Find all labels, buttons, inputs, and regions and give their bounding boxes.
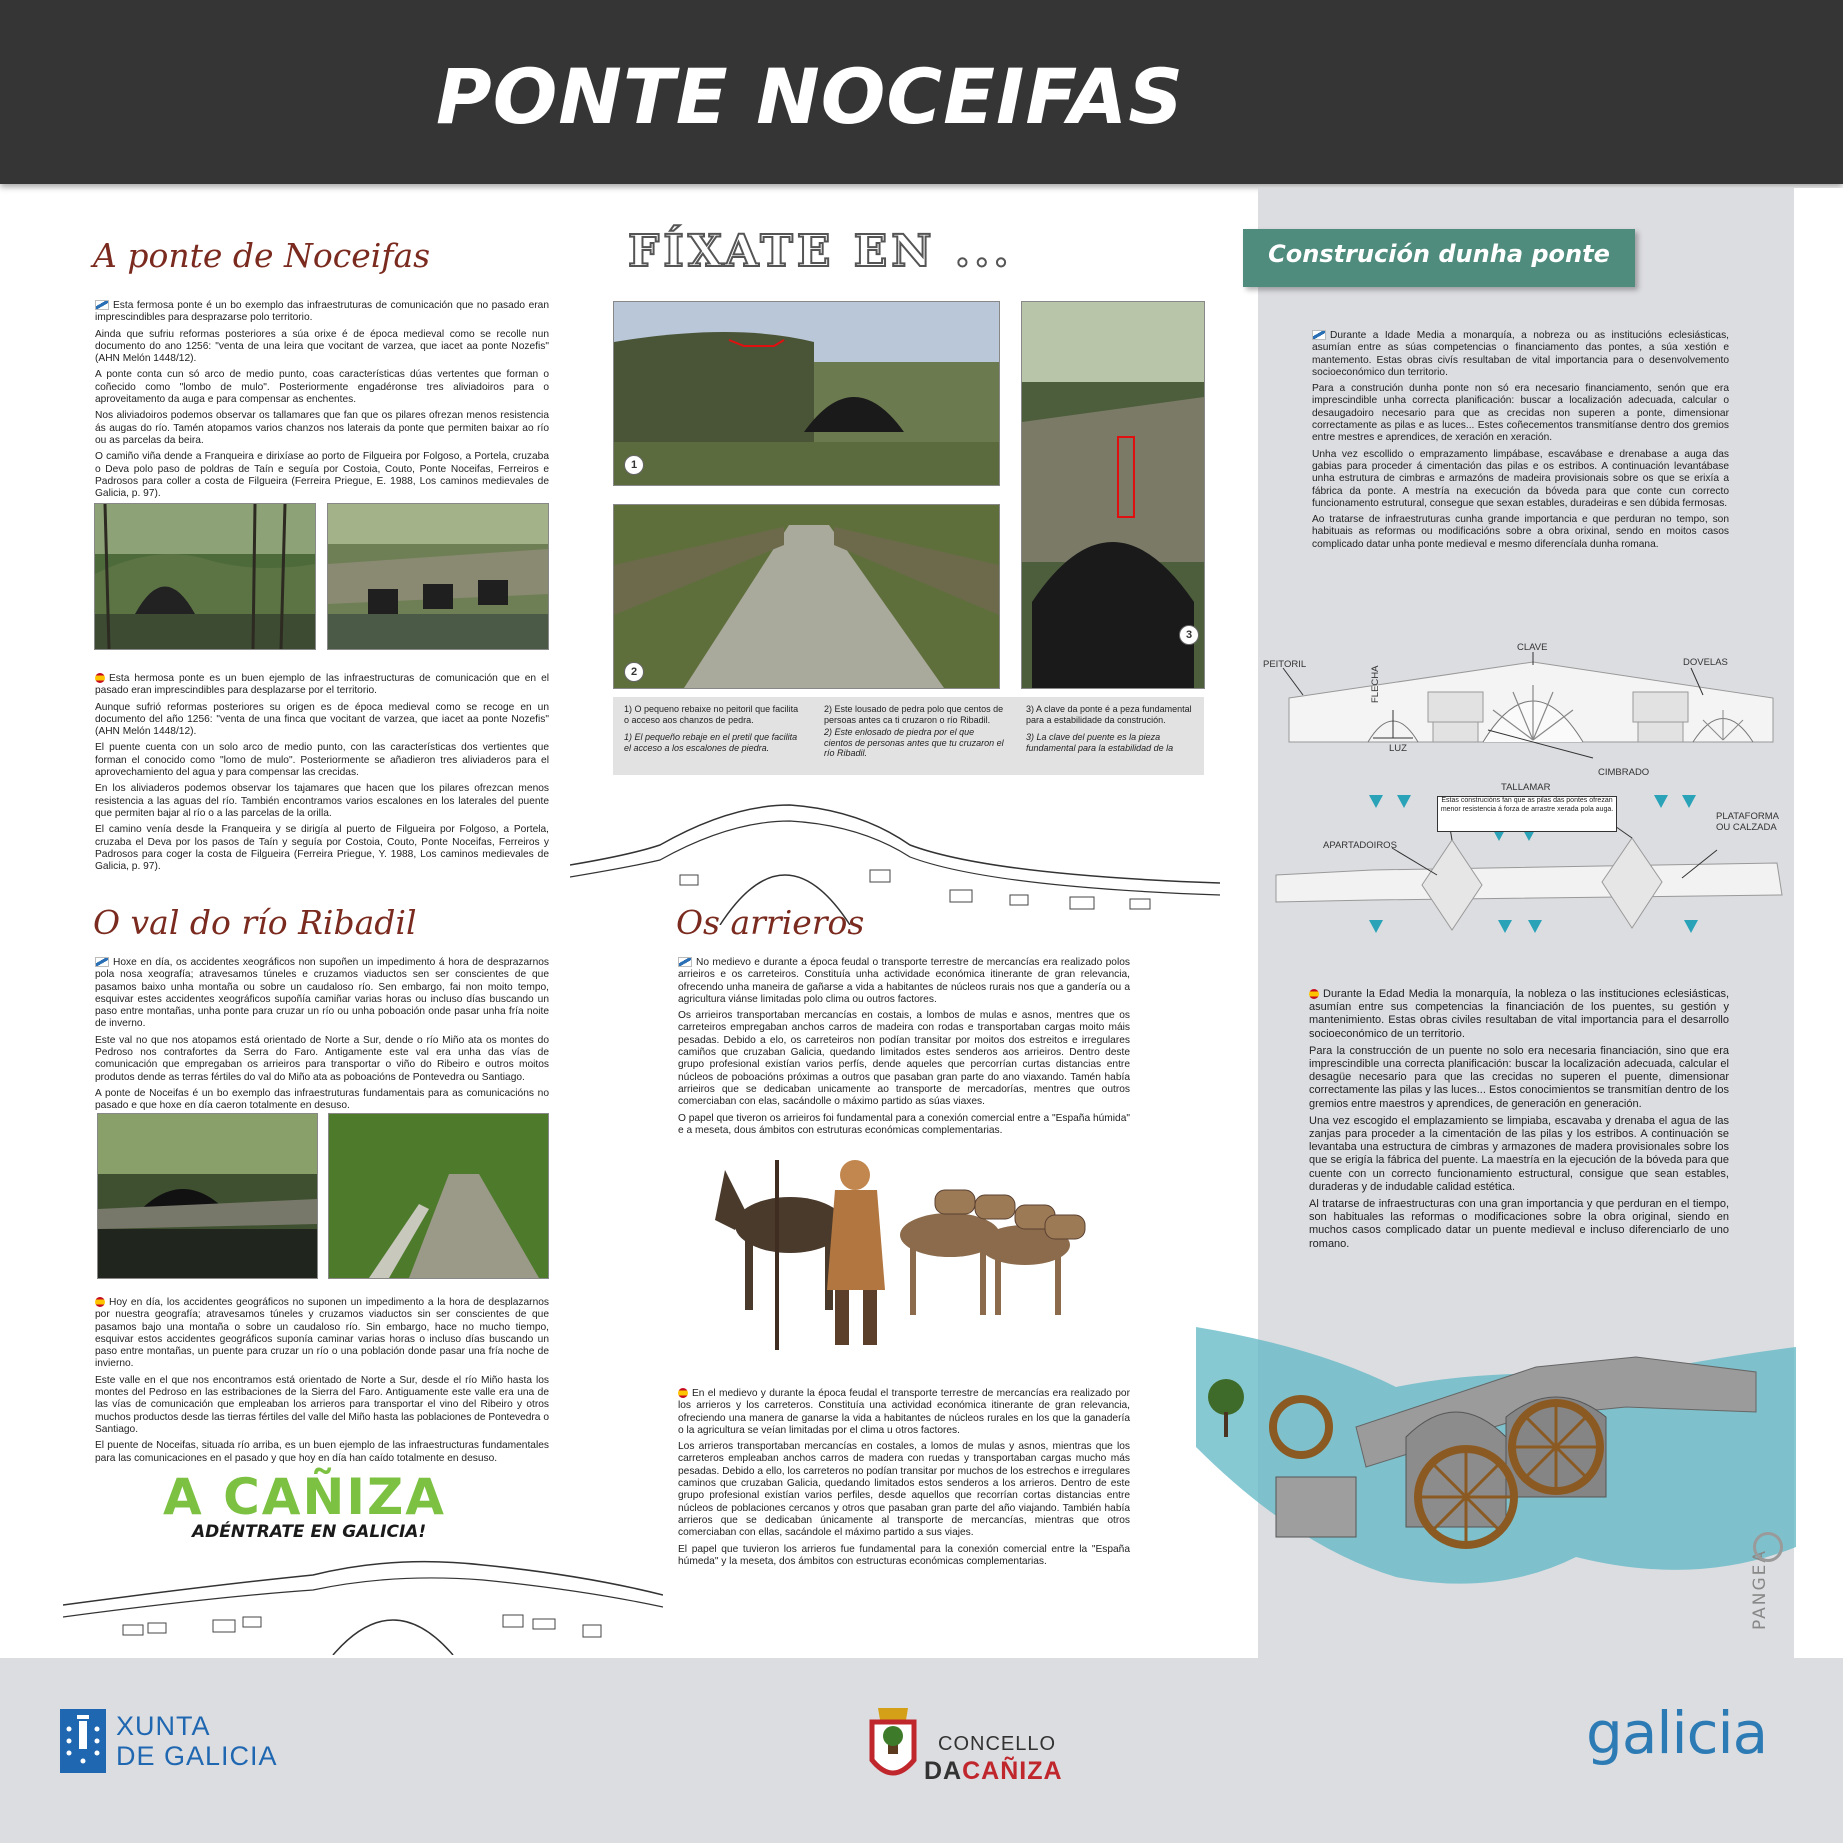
section-title-fixate: FÍXATE EN ... — [628, 226, 1013, 277]
acaniza-logo: A CAÑIZA — [163, 1468, 446, 1526]
bridge-construction-illustration — [1196, 1327, 1796, 1627]
label-cimbrado: CIMBRADO — [1598, 767, 1650, 778]
photo-stone-path — [328, 1113, 549, 1279]
photo-number-badge: 3 — [1179, 625, 1199, 645]
acaniza-tagline: ADÉNTRATE EN GALICIA! — [192, 1522, 427, 1542]
caption-1: 1) O pequeno rebaixe no peitoril que facilita o acceso aos chanzos de pedra. 1) El pequeño rebaje en el pretil que facilita el acceso a los escalones de piedra. — [624, 704, 799, 753]
galician-flag-icon — [678, 957, 692, 967]
photo-number-badge: 1 — [624, 455, 644, 475]
section-title-val: O val do río Ribadil — [93, 903, 417, 942]
xunta-logo-text: XUNTA DE GALICIA — [116, 1711, 278, 1771]
arrieros-text-es: En el medievo y durante la época feudal el transporte terrestre de mercancías era realizado por los arrieros y los carreteros. Constituía una actividad económica itinerante de gran relevancia, ofreciendo una manera de ganarse la vida a habitantes de núcleos rurales en los que la ganadería o la agricultura se veían limitadas por el clima u otros factores. Los arrieros transportaban mercancías en costales, a lomos de mulas y asnos, mientras que los carreteros empleaban anchos carros de madera con ruedas y transportaban cargas mucho más pesadas. Debido a ello, los carreteros no podían transitar por muchos de los estrechos e irregulares caminos que cruzaban Galicia, quedando limitados estos senderos a los arrieros. Dentro de este grupo profesional existían varios perfiles, desde aquellos que recorrían cortas distancias entre núcleos de poblaciones cercanos y otros que pasaban gran parte del año viajando. También había arrieros que se dedicaban únicamente al transporte de mercancías, mientras que otros comerciaban con ellas, sacándole el máximo partido a sus viajes. El papel que tuvieron los arrieros fue fundamental para la conexión comercial entre la "España húmeda" y la meseta, dos ámbitos con estructuras económicas complementarias. — [678, 1388, 1130, 1567]
pangea-globe-icon — [1753, 1532, 1783, 1562]
galician-flag-icon — [95, 300, 109, 310]
label-dovelas: DOVELAS — [1683, 657, 1728, 668]
concello-name: DACAÑIZA — [924, 1757, 1063, 1785]
photo-stone-pavement — [613, 504, 1000, 689]
label-tallamar: TALLAMAR — [1501, 782, 1551, 793]
spanish-flag-icon — [678, 1388, 688, 1398]
caption-2: 2) Este lousado de pedra polo que centos de persoas antes ca ti cruzaron o río Ribadil. 2) Este enlosado de piedra por el que cientos de personas antes que tu cruzaron el río Ribadil. — [824, 704, 1004, 758]
val-text-es: Hoy en día, los accidentes geográficos no suponen un impedimento a la hora de desplazarnos por nuestra geografía; atravesamos túneles y cruzamos viaductos sin ser conscientes de que pasamos bajo una montaña o sobre un caudaloso río. Sin embargo, hace no mucho tiempo, esquivar estos accidentes geográficos suponía caminar varias horas o incluso días buscando un paso entre montañas, un puente para cruzar un río o una población donde pasar una fría noche de invierno. Este valle en el que nos encontramos está orientado de Norte a Sur, desde el río Miño hasta los montes del Pedroso en las estribaciones de la Sierra del Faro. Antiguamente este valle era una de las vías de comunicación que empleaban los arrieros para transportar el vino del Ribeiro y otros muchos productos desde las tierras fértiles del valle del Miño hasta las poblaciones de Pontevedra o Santiago. El puente de Noceifas, situada río arriba, es un buen ejemplo de las infraestructuras fundamentales para las comunicaciones en el pasado y que hoy en día han caído totalmente en desuso. — [95, 1297, 549, 1464]
photo-parapet-steps — [613, 301, 1000, 486]
tallamar-note: Estas construcións fan que as pilas das pontes ofrezan menor resistencia á forza de arrastre xerada pola auga. — [1437, 796, 1617, 832]
label-peitoril: PEITORIL — [1263, 659, 1307, 670]
xunta-crest-icon — [60, 1709, 106, 1773]
label-flecha: FLECHA — [1370, 665, 1381, 703]
bridge-sketch-icon — [570, 795, 1220, 925]
pangea-logo: PANGEA — [1750, 1548, 1770, 1630]
galician-flag-icon — [95, 957, 109, 967]
photo-bridge-river — [97, 1113, 318, 1279]
photo-bridge-spillways — [327, 503, 549, 650]
ponte-text-es: Esta hermosa ponte es un buen ejemplo de las infraestructuras de comunicación que en el pasado eran imprescindibles para desplazarse por el territorio. Aunque sufrió reformas posteriores su origen es de época medieval como se recoge en un documento del año 1256: "venta de una finca que vocitant de varzea, que iacet aa ponte Nozefis" (AHN Melón 1448/12). El puente cuenta con un solo arco de medio punto, con las características dos vertientes que forman el conocido como "lomo de mulo". Posteriormente se añadieron tres aliviaderos para el aprovechamiento del agua y para compensar las crecidas. En los aliviaderos podemos observar los tajamares que hacen que los pilares ofrezcan menos resistencia a las aguas del río. También encontramos varios escalones en los laterales del puente que permiten bajar al río o a las parcelas de la orilla. El camino venía desde la Franqueira y se dirigía al puerto de Filgueira por Folgoso, a Portela, cruzaba el Deva por los pasos de Taín y seguía por Costoia, Couto, Ponte Noceifas, Ferreiros y Padrosos para coger la costa de Filgueira (Ferreira Priegue, Y. 1988, Los caminos medievales de Galicia, p. 97). — [95, 673, 549, 873]
spanish-flag-icon — [95, 1297, 105, 1307]
photo-bridge-forest — [94, 503, 316, 650]
galicia-logo: galicia — [1586, 1699, 1768, 1767]
photo-keystone — [1021, 301, 1205, 689]
arrieros-text-gl: No medievo e durante a época feudal o transporte terrestre de mercancías era realizado polos arrieiros e os carreteiros. Constituía unha actividade económica itinerante de gran relevancia, ofrecendo unha maneira de gañarse a vida a habitantes de núcleos rurais nos que a gandería ou a agricultura viánse limitadas polo clima ou outros factores. Os arrieiros transportaban mercancías en costais, a lombos de mulas e asnos, mentres que os carreteiros empregaban anchos carros de madeira con rodas e transportaban cargas moito máis pesadas. Debido a elo, os carreteiros non podían transitar por moitos dos estreitos e irregulares camiños que cruzaban Galicia, quedando limitados estes senderos aos arrieiros. Dentro deste grupo profesional existían varios perfís, dende aqueles que percorrían curtas distancias entre núcleos de poboacións próximas a outros que pasaban gran parte do ano viaxando. Tamén había arrieiros que se dedicaban unicamente ao transporte de mercadorías, mentres que outros comerciaban con elas, sacándolle o máximo partido as súas viaxes. O papel que tiveron os arrieiros foi fundamental para a conexión comercial entre a "España húmida" e a meseta, dous ámbitos con estruturas económicas complementarias. — [678, 957, 1130, 1136]
label-plataforma: PLATAFORMA OU CALZADA — [1716, 811, 1779, 833]
caption-3: 3) A clave da ponte é a peza fundamental para a estabilidade da construción. 3) La clave del puente es la pieza fundamental para la estabilidad de la — [1026, 704, 1192, 753]
construcion-text-gl: Durante a Idade Media a monarquía, a nobreza ou as institucións eclesiásticas, asumían entre as súas competencias o financiamento das pontes, a súa xestión e mantemento. Estas obras civís resultaban de vital importancia para o desenvolvemento socioeconómico dun territorio. Para a construción dunha ponte non só era necesario financiamento, senón que era imprescindible unha correcta planificación: buscar a localización adecuada, calcular o desaugadoiro necesario para que as crecidas non superen a ponte, dimensionar correctamente as pilas e as luces... Estes coñecementos transmitíanse dentro dos gremios entre mestres e aprendices, de xeración en xeración. Unha vez escollido o emprazamento limpábase, escavábase e drenabase a auga das gabias para proceder á cimentación das pilas e os estribos. A continuación levantábase unha estrutura de cimbras e armazóns de madeira provisionais sobre os que se erixía a fábrica da ponte. A mestría na execución da bóveda para que conte cun correcto funcionamento estrutural, consegue que sexan estables, duradeiras e sen dúbida fermosas. Ao tratarse de infraestruturas cunha grande importancia e que perduran no tempo, son habituais as reformas ou modificacións sobre a obra orixinal, sendo en moitos casos complicado datar unha ponte medieval e mesmo diferencíala dunha romana. — [1312, 330, 1729, 550]
section-title-ponte: A ponte de Noceifas — [93, 236, 431, 275]
concello-label: CONCELLO — [938, 1733, 1057, 1755]
bridge-sketch-icon — [63, 1545, 663, 1655]
label-clave: CLAVE — [1517, 642, 1548, 653]
label-apartadoiros: APARTADOIROS — [1323, 840, 1397, 851]
right-margin — [1794, 188, 1843, 1658]
section-title-construcion: Construción dunha ponte — [1268, 240, 1610, 268]
galician-flag-icon — [1312, 330, 1326, 340]
concello-crest-icon — [868, 1700, 918, 1786]
spanish-flag-icon — [1309, 989, 1319, 999]
label-luz: LUZ — [1389, 743, 1407, 754]
photo-number-badge: 2 — [624, 662, 644, 682]
val-text-gl: Hoxe en día, os accidentes xeográficos non supoñen un impedimento á hora de desprazarnos pola nosa xeografía; atravesamos túneles e cruzamos viaductos sen ser conscientes de que pasamos baixo unha montaña ou sobre un caudaloso río. Sen embargo, fai non moito tempo, esquivar estes accidentes xeográficos supoñía camiñar varias horas ou incluso días buscando un paso entre montañas, unha ponte para cruzar un río ou unha poboación onde pasar unha fría noite de inverno. Este val no que nos atopamos está orientado de Norte a Sur, dende o río Miño ata os montes do Pedroso nos contrafortes da Serra do Faro. Antigamente este val era unha das vías de comunicación que empregaban os arrieiros para transportar o viño do Ribeiro e outros moitos produtos dende as terras fértiles do val do Miño ata as poboacións de Pontevedra ou Santiago. A ponte de Noceifas é un bo exemplo das infraestruturas fundamentais para as comunicacións no pasado e que hoxe en día caeron totalmente en desuso. — [95, 957, 549, 1112]
spanish-flag-icon — [95, 673, 105, 683]
ponte-text-gl: Esta fermosa ponte é un bo exemplo das infraestruturas de comunicación que no pasado eran imprescindibles para desprazarse polo territorio. Ainda que sufriu reformas posteriores a súa orixe é de época medieval como se recolle nun documento do ano 1256: "venta de una leira que vocitant de varzea, que iacet aa ponte Nozefis" (AHN Melón 1448/12). A ponte conta cun só arco de medio punto, coas características dúas vertentes que forman o coñecido como "lombo de mulo". Posteriormente engadéronse tres aliviadoiros para o aproveitamento da auga e para compensar as enchentes. Nos aliviadoiros podemos observar os tallamares que fan que os pilares ofrezan menos resistencia ás augas do río. Tamén atopamos varios chanzos nos laterais da ponte que permiten baixar ao río ou as parcelas da beira. O camiño viña dende a Franqueira e dirixíase ao porto de Filgueira por Folgoso, a Portela, cruzaba o Deva polo paso de poldras de Taín e seguía por Costoia, Couto, Ponte Noceifas, Ferreiros e Padrosos para coller a costa de Filgueira (Ferreira Priegue, E. 1988, Los caminos medievales de Galicia, p. 97). — [95, 300, 549, 500]
construcion-text-es: Durante la Edad Media la monarquía, la nobleza o las instituciones eclesiásticas, asumían entre sus competencias la financiación de los puentes, su gestión y mantenimiento. Estas obras civiles resultaban de vital importancia para el desarrollo socioeconómico de un territorio. Para la construcción de un puente no solo era necesaria financiación, sino que era imprescindible una correcta planificación: buscar la localización adecuada, calcular el desagüe necesario para que las crecidas no superen el puente, dimensionar correctamente las pilas y las luces... Estos conocimientos se transmitían dentro de los gremios entre maestros y aprendices, de generación en generación. Una vez escogido el emplazamiento se limpiaba, escavaba y drenaba el agua de las zanjas para proceder a la cimentación de las pilas y los estribos. A continuación se levantaba una estructura de cimbras y armazones de madera provisionales sobre los que se erigía la fábrica del puente. La maestría en la ejecución de la bóveda para que cuente con un correcto funcionamiento estructural, consigue que sean estables, duraderas y de indudable calidad estética. Al tratarse de infraestructuras con una gran importancia y que perduran en el tiempo, son habituales las reformas o modificaciones sobre la obra original, siendo en muchos casos complicado datar un puente medieval e incluso diferenciarlo de uno romano. — [1309, 988, 1729, 1250]
page-title: PONTE NOCEIFAS — [436, 52, 1184, 141]
muleteer-illustration — [705, 1150, 1105, 1360]
section-title-arrieros: Os arrieros — [676, 903, 865, 942]
